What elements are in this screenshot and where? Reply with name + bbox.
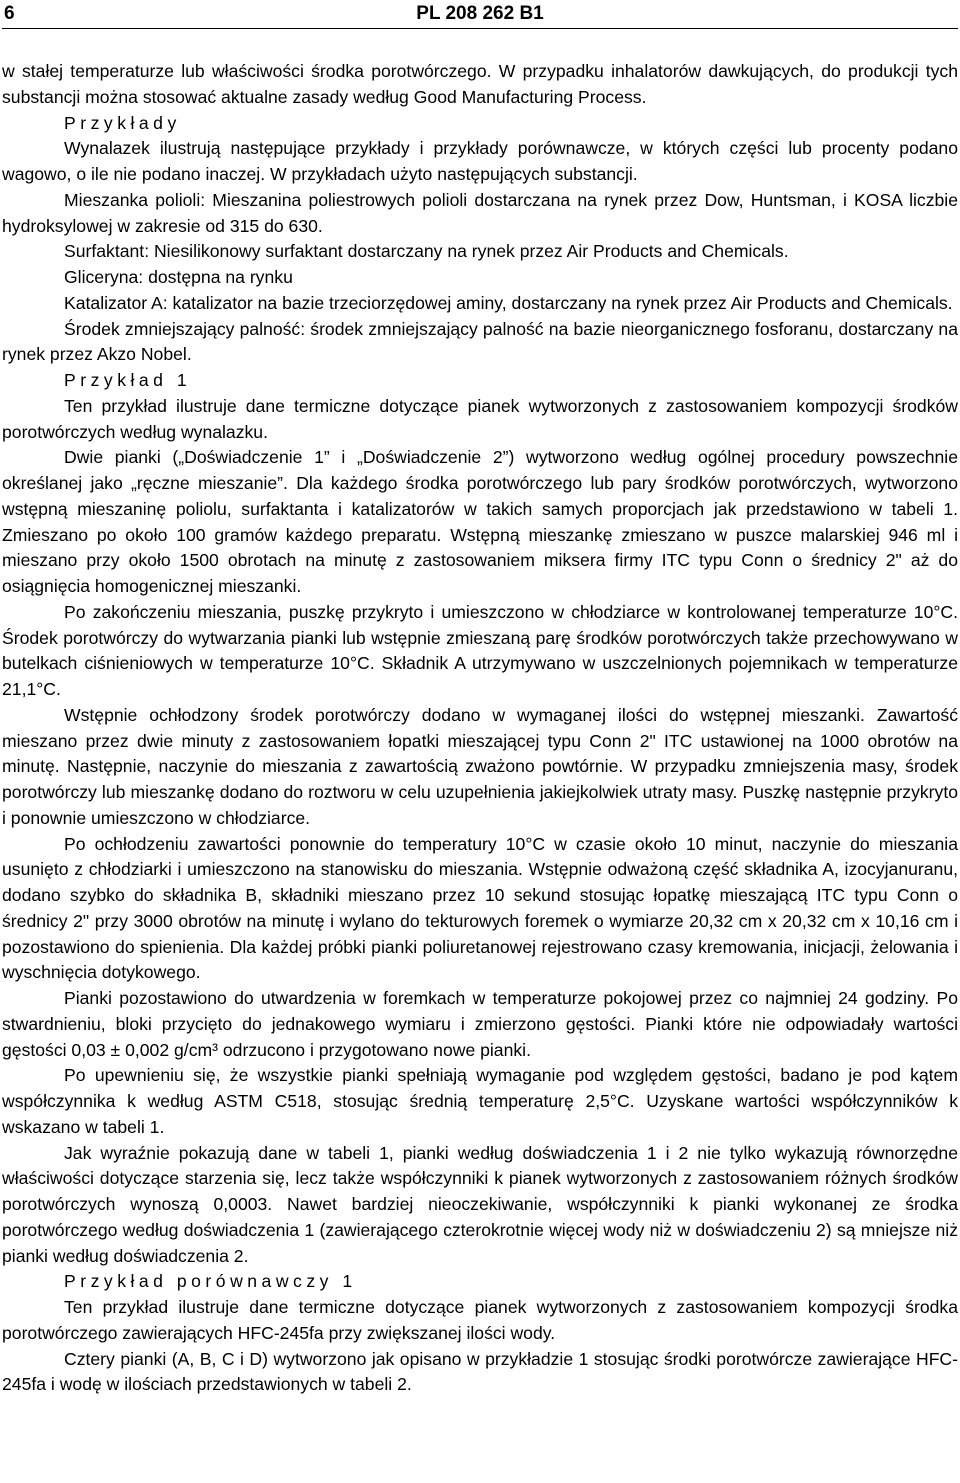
paragraph: Katalizator A: katalizator na bazie trzeciorzędowej aminy, dostarczany na rynek przez Air Products and Chemicals. <box>64 292 953 313</box>
section-heading: Przykłady <box>64 112 181 133</box>
page-header <box>2 0 958 28</box>
paragraph: Po upewnieniu się, że wszystkie pianki spełniają wymaganie pod względem gęstości, badano je pod kątem współczynnika k według ASTM C518, stosując średnią temperaturę 2,5°C. Uzyskane wartości współczynników k wskazano w tabeli 1. <box>2 1065 958 1137</box>
paragraph: Wstępnie ochłodzony środek porotwórczy dodano w wymaganej ilości do wstępnej mieszanki. Zawartość mieszano przez dwie minuty z zastosowaniem łopatki mieszającej typu Conn 2" ITC ustawionej na 1000 obrotów na minutę. Następnie, naczynie do mieszania z zawartością zważono powtórnie. W przypadku zmniejszenia masy, środek porotwórczy lub mieszankę dodano do roztworu w celu uzupełnienia jakiejkolwiek utraty masy. Puszkę następnie przykryto i ponownie umieszczono w chłodziarce. <box>2 704 958 828</box>
paragraph: Cztery pianki (A, B, C i D) wytworzono jak opisano w przykładzie 1 stosując środki porotwórcze zawierające HFC-245fa i wodę w ilościach przedstawionych w tabeli 2. <box>2 1348 958 1395</box>
section-heading: Przykład porównawczy 1 <box>64 1271 357 1292</box>
document-id: PL 208 262 B1 <box>416 3 544 24</box>
paragraph: Pianki pozostawiono do utwardzenia w foremkach w temperaturze pokojowej przez co najmniej 24 godziny. Po stwardnieniu, bloki przycięto do jednakowego wymiaru i zmierzono gęstości. Pianki które nie odpowiadały wartości gęstości 0,03 ± 0,002 g/cm³ odrzucono i przygotowano nowe pianki. <box>2 988 958 1060</box>
paragraph: Jak wyraźnie pokazują dane w tabeli 1, pianki według doświadczenia 1 i 2 nie tylko wykazują równorzędne właściwości dotyczące starzenia się, lecz także współczynniki k pianek wytworzonych z zastosowaniem różnych środków porotwórczych wynoszą 0,0003. Nawet bardziej nieoczekiwanie, współczynniki k pianki wykonanej ze środka porotwórczego według doświadczenia 1 (zawierającego czterokrotnie więcej wody niż w doświadczeniu 2) są mniejsze niż pianki według doświadczenia 2. <box>2 1142 958 1266</box>
paragraph: Ten przykład ilustruje dane termiczne dotyczące pianek wytworzonych z zastosowaniem kompozycji środka porotwórczego zawierających HFC-245fa przy zwiększanej ilości wody. <box>2 1297 958 1343</box>
paragraph: Wynalazek ilustrują następujące przykłady i przykłady porównawcze, w których części lub procenty podano wagowo, o ile nie podano inaczej. W przykładach użyto następujących substancji. <box>2 138 958 184</box>
section-heading: Przykład 1 <box>64 370 192 390</box>
paragraph: Gliceryna: dostępna na rynku <box>64 267 293 287</box>
header-rule <box>2 28 958 29</box>
paragraph: Po ochłodzeniu zawartości ponownie do temperatury 10°C w czasie około 10 minut, naczynie do mieszania usunięto z chłodziarki i umieszczono na stanowisku do mieszania. Wstępnie odważoną część składnika A, izocyjanuranu, dodano szybko do składnika B, składniki mieszano przez 10 sekund stosując łopatkę mieszającą ITC typu Conn o średnicy 2" przy 3000 obrotów na minutę i wylano do tekturowych foremek o wymiarze 20,32 cm x 20,32 cm x 10,16 cm i pozostawiono do spienienia. Dla każdej próbki pianki poliuretanowej rejestrowano czasy kremowania, inicjacji, żelowania i wyschnięcia dotykowego. <box>2 833 958 983</box>
paragraph: Po zakończeniu mieszania, puszkę przykryto i umieszczono w chłodziarce w kontrolowanej temperaturze 10°C. Środek porotwórczy do wytwarzania pianki lub wstępnie zmieszaną parę środków porotwórczych także przechowywano w butelkach ciśnieniowych w temperaturze 10°C. Składnik A utrzymywano w uszczelnionych pojemnikach w temperaturze 21,1°C. <box>2 601 958 699</box>
paragraph: w stałej temperaturze lub właściwości środka porotwórczego. W przypadku inhalatorów dawkujących, do produkcji tych substancji można stosować aktualne zasady według Good Manufacturing Process. <box>2 61 958 107</box>
paragraph: Surfaktant: Niesilikonowy surfaktant dostarczany na rynek przez Air Products and Chemicals. <box>64 241 789 262</box>
page-number: 6 <box>4 3 15 24</box>
document-body <box>2 28 958 1398</box>
paragraph: Środek zmniejszający palność: środek zmniejszający palność na bazie nieorganicznego fosforanu, dostarczany na rynek przez Akzo Nobel. <box>2 318 958 365</box>
paragraph: Ten przykład ilustruje dane termiczne dotyczące pianek wytworzonych z zastosowaniem kompozycji środków porotwórczych według wynalazku. <box>2 395 958 442</box>
paragraph: Mieszanka polioli: Mieszanina poliestrowych polioli dostarczana na rynek przez Dow, Huntsman, i KOSA liczbie hydroksylowej w zakresie od 315 do 630. <box>2 189 958 236</box>
paragraph: Dwie pianki („Doświadczenie 1” i „Doświadczenie 2”) wytworzono według ogólnej procedury powszechnie określanej jako „ręczne mieszanie”. Dla każdego środka porotwórczego lub pary środków porotwórczych, wytworzono wstępną mieszaninę poliolu, surfaktanta i katalizatorów w takich samych proporcjach jak przedstawiono w tabeli 1. Zmieszano po około 100 gramów każdego preparatu. Wstępną mieszankę zmieszano w puszce malarskiej 946 ml i mieszano przy około 1500 obrotach na minutę z zastosowaniem miksera firmy ITC typu Conn o średnicy 2" aż do osiągnięcia homogenicznej mieszanki. <box>2 447 958 596</box>
